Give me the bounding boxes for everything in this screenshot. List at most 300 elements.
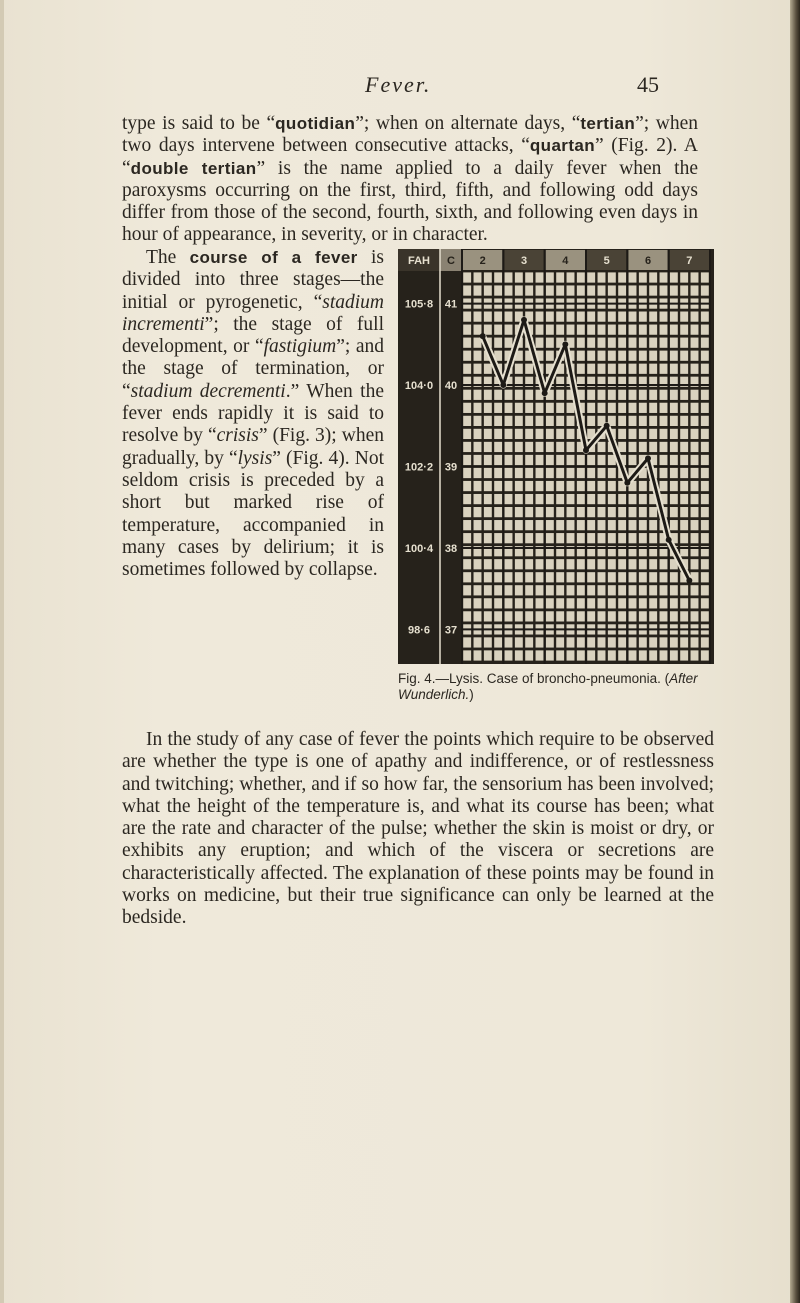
grid-cell <box>629 520 637 530</box>
grid-cell <box>536 481 544 491</box>
grid-cell <box>608 520 616 530</box>
grid-cell <box>608 559 616 569</box>
grid-cell <box>629 598 637 608</box>
grid-cell <box>546 637 554 647</box>
term-tertian: tertian <box>580 114 636 133</box>
grid-cell <box>494 390 502 400</box>
grid-cell <box>587 416 595 426</box>
grid-cell <box>536 416 544 426</box>
grid-cell <box>629 650 637 660</box>
temperature-chart <box>398 249 714 664</box>
grid-cell <box>598 637 606 647</box>
grid-cell <box>494 481 502 491</box>
grid-cell <box>670 507 678 517</box>
grid-cell <box>670 285 678 295</box>
grid-cell <box>474 468 482 478</box>
grid-cell <box>484 416 492 426</box>
celsius-tick-label: 39 <box>444 461 458 474</box>
grid-cell <box>660 611 668 621</box>
grid-cell <box>649 520 657 530</box>
grid-cell <box>515 520 523 530</box>
grid-cell <box>546 507 554 517</box>
grid-cell <box>608 533 616 543</box>
grid-cell <box>608 507 616 517</box>
grid-cell <box>494 637 502 647</box>
temperature-point <box>645 455 651 461</box>
grid-cell <box>505 312 513 322</box>
grid-cell <box>494 650 502 660</box>
grid-cell <box>525 611 533 621</box>
grid-cell <box>639 637 647 647</box>
grid-cell <box>515 455 523 465</box>
grid-cell <box>587 325 595 335</box>
grid-cell <box>525 285 533 295</box>
grid-cell <box>670 481 678 491</box>
grid-cell <box>463 429 471 439</box>
grid-cell <box>463 416 471 426</box>
grid-cell <box>577 351 585 361</box>
grid-cell <box>691 442 699 452</box>
grid-cell <box>505 481 513 491</box>
grid-cell <box>680 455 688 465</box>
grid-cell <box>618 611 626 621</box>
temperature-point <box>562 341 568 347</box>
grid-cell <box>649 416 657 426</box>
grid-cell <box>494 559 502 569</box>
grid-cell <box>691 637 699 647</box>
grid-cell <box>484 390 492 400</box>
grid-cell <box>536 533 544 543</box>
grid-cell <box>670 351 678 361</box>
grid-cell <box>494 533 502 543</box>
grid-cell <box>505 416 513 426</box>
grid-cell <box>525 272 533 282</box>
grid-cell <box>515 285 523 295</box>
grid-cell <box>577 572 585 582</box>
grid-cell <box>577 312 585 322</box>
grid-cell <box>515 272 523 282</box>
grid-cell <box>670 364 678 374</box>
grid-cell <box>474 285 482 295</box>
grid-cell <box>525 533 533 543</box>
grid-cell <box>494 285 502 295</box>
grid-cell <box>598 442 606 452</box>
text-run: is divided into three stages—the initial or pyrogenetic, “ <box>122 247 384 313</box>
grid-cell <box>618 416 626 426</box>
grid-cell <box>525 364 533 374</box>
grid-cell <box>515 442 523 452</box>
day-label: 6 <box>644 255 652 267</box>
grid-cell <box>525 481 533 491</box>
grid-cell <box>691 272 699 282</box>
grid-cell <box>618 285 626 295</box>
grid-cell <box>587 559 595 569</box>
grid-cell <box>515 403 523 413</box>
grid-cell <box>474 312 482 322</box>
grid-cell <box>484 272 492 282</box>
grid-cell <box>691 416 699 426</box>
temperature-chart-svg <box>398 249 714 664</box>
temperature-point <box>666 537 672 543</box>
grid-cell <box>587 312 595 322</box>
grid-cell <box>567 455 575 465</box>
grid-cell <box>639 650 647 660</box>
grid-cell <box>639 481 647 491</box>
grid-cell <box>474 533 482 543</box>
grid-cell <box>649 585 657 595</box>
grid-cell <box>649 507 657 517</box>
grid-cell <box>639 364 647 374</box>
grid-cell <box>598 598 606 608</box>
grid-cell <box>536 507 544 517</box>
grid-cell <box>463 650 471 660</box>
grid-cell <box>649 325 657 335</box>
grid-cell <box>701 403 709 413</box>
grid-cell <box>691 403 699 413</box>
grid-cell <box>505 611 513 621</box>
grid-cell <box>567 494 575 504</box>
grid-cell <box>598 272 606 282</box>
grid-cell <box>691 351 699 361</box>
grid-cell <box>463 455 471 465</box>
grid-cell <box>577 338 585 348</box>
grid-cell <box>494 598 502 608</box>
grid-cell <box>474 455 482 465</box>
grid-cell <box>484 598 492 608</box>
grid-cell <box>701 585 709 595</box>
grid-cell <box>577 285 585 295</box>
grid-cell <box>680 650 688 660</box>
grid-cell <box>629 285 637 295</box>
grid-cell <box>701 507 709 517</box>
grid-cell <box>536 455 544 465</box>
grid-cell <box>701 533 709 543</box>
grid-cell <box>484 572 492 582</box>
grid-cell <box>515 468 523 478</box>
grid-cell <box>670 325 678 335</box>
grid-cell <box>525 390 533 400</box>
day-label: 3 <box>520 255 528 267</box>
grid-cell <box>618 585 626 595</box>
grid-cell <box>660 325 668 335</box>
grid-cell <box>608 637 616 647</box>
grid-cell <box>639 507 647 517</box>
grid-cell <box>494 507 502 517</box>
grid-cell <box>587 650 595 660</box>
grid-cell <box>670 442 678 452</box>
grid-cell <box>536 637 544 647</box>
grid-cell <box>660 351 668 361</box>
grid-cell <box>639 572 647 582</box>
grid-cell <box>587 507 595 517</box>
grid-cell <box>670 598 678 608</box>
grid-cell <box>474 650 482 660</box>
grid-cell <box>577 585 585 595</box>
grid-cell <box>598 351 606 361</box>
grid-cell <box>598 403 606 413</box>
grid-cell <box>577 272 585 282</box>
grid-cell <box>608 650 616 660</box>
grid-cell <box>618 403 626 413</box>
page-right-edge <box>790 0 800 1303</box>
grid-cell <box>660 442 668 452</box>
grid-cell <box>680 442 688 452</box>
grid-cell <box>463 468 471 478</box>
grid-cell <box>525 520 533 530</box>
axis-label-celsius: C <box>447 255 455 267</box>
term-crisis: crisis <box>216 425 259 447</box>
grid-cell <box>546 312 554 322</box>
grid-cell <box>494 416 502 426</box>
grid-cell <box>629 442 637 452</box>
grid-cell <box>556 455 564 465</box>
grid-cell <box>649 650 657 660</box>
grid-cell <box>639 390 647 400</box>
grid-cell <box>567 559 575 569</box>
grid-cell <box>691 285 699 295</box>
grid-cell <box>629 312 637 322</box>
grid-cell <box>691 364 699 374</box>
grid-cell <box>494 403 502 413</box>
grid-cell <box>629 533 637 543</box>
grid-cell <box>484 481 492 491</box>
grid-cell <box>691 390 699 400</box>
grid-cell <box>701 272 709 282</box>
grid-cell <box>598 507 606 517</box>
grid-cell <box>680 403 688 413</box>
temperature-point <box>624 480 630 486</box>
grid-cell <box>608 468 616 478</box>
grid-cell <box>608 285 616 295</box>
grid-cell <box>494 325 502 335</box>
grid-cell <box>618 390 626 400</box>
grid-cell <box>546 572 554 582</box>
grid-cell <box>660 468 668 478</box>
grid-cell <box>474 403 482 413</box>
grid-cell <box>474 481 482 491</box>
grid-cell <box>680 468 688 478</box>
grid-cell <box>536 442 544 452</box>
grid-cell <box>629 338 637 348</box>
grid-cell <box>598 325 606 335</box>
grid-cell <box>608 611 616 621</box>
grid-cell <box>618 364 626 374</box>
grid-cell <box>556 403 564 413</box>
grid-cell <box>556 312 564 322</box>
figure-caption <box>398 671 714 703</box>
grid-cell <box>515 533 523 543</box>
grid-cell <box>556 520 564 530</box>
grid-cell <box>536 338 544 348</box>
grid-cell <box>670 585 678 595</box>
grid-cell <box>567 468 575 478</box>
grid-cell <box>649 611 657 621</box>
grid-cell <box>701 429 709 439</box>
temperature-point <box>604 423 610 429</box>
grid-cell <box>587 364 595 374</box>
grid-cell <box>536 272 544 282</box>
grid-cell <box>546 559 554 569</box>
paragraph-fever-types <box>122 113 698 247</box>
grid-cell <box>515 572 523 582</box>
grid-cell <box>680 507 688 517</box>
text-run: The <box>146 247 190 268</box>
temperature-point <box>686 578 692 584</box>
term-lysis: lysis <box>237 447 273 469</box>
grid-cell <box>670 494 678 504</box>
grid-cell <box>474 520 482 530</box>
grid-cell <box>567 585 575 595</box>
grid-cell <box>505 455 513 465</box>
grid-cell <box>546 351 554 361</box>
grid-cell <box>484 468 492 478</box>
grid-cell <box>505 338 513 348</box>
page-number: 45 <box>637 72 659 97</box>
grid-cell <box>587 598 595 608</box>
grid-cell <box>598 390 606 400</box>
grid-cell <box>536 325 544 335</box>
grid-cell <box>515 429 523 439</box>
grid-cell <box>618 494 626 504</box>
main-column <box>122 247 714 930</box>
grid-cell <box>701 416 709 426</box>
grid-cell <box>494 611 502 621</box>
grid-cell <box>505 468 513 478</box>
grid-cell <box>494 520 502 530</box>
grid-cell <box>629 494 637 504</box>
grid-cell <box>494 312 502 322</box>
grid-cell <box>639 285 647 295</box>
grid-cell <box>525 507 533 517</box>
grid-cell <box>505 272 513 282</box>
grid-cell <box>639 325 647 335</box>
grid-cell <box>484 285 492 295</box>
grid-cell <box>691 598 699 608</box>
grid-cell <box>608 325 616 335</box>
grid-cell <box>567 650 575 660</box>
grid-cell <box>701 598 709 608</box>
grid-cell <box>525 455 533 465</box>
grid-cell <box>484 455 492 465</box>
grid-cell <box>701 338 709 348</box>
grid-cell <box>598 533 606 543</box>
grid-cell <box>577 481 585 491</box>
grid-cell <box>556 272 564 282</box>
grid-cell <box>691 533 699 543</box>
grid-cell <box>670 312 678 322</box>
grid-cell <box>556 598 564 608</box>
grid-cell <box>484 312 492 322</box>
grid-cell <box>484 533 492 543</box>
grid-cell <box>587 637 595 647</box>
grid-cell <box>618 598 626 608</box>
grid-cell <box>546 533 554 543</box>
grid-cell <box>639 611 647 621</box>
grid-cell <box>618 559 626 569</box>
grid-cell <box>474 559 482 569</box>
grid-cell <box>608 481 616 491</box>
grid-cell <box>598 364 606 374</box>
grid-cell <box>494 455 502 465</box>
grid-cell <box>629 507 637 517</box>
grid-cell <box>525 559 533 569</box>
grid-cell <box>505 572 513 582</box>
grid-cell <box>701 312 709 322</box>
grid-cell <box>505 650 513 660</box>
grid-cell <box>577 611 585 621</box>
grid-cell <box>680 285 688 295</box>
grid-cell <box>515 559 523 569</box>
grid-cell <box>701 455 709 465</box>
grid-cell <box>660 650 668 660</box>
grid-cell <box>494 494 502 504</box>
grid-cell <box>484 585 492 595</box>
grid-cell <box>484 494 492 504</box>
grid-cell <box>484 429 492 439</box>
grid-cell <box>660 429 668 439</box>
grid-cell <box>691 520 699 530</box>
grid-cell <box>484 520 492 530</box>
text-run: ” is the name applied to a daily fever when the paroxysms occurring on the first, third, fifth, and following odd days differ from those of the second, fourth, sixth, and following even days in hour of appearance, in severity, or in character. <box>122 157 699 246</box>
grid-cell <box>660 585 668 595</box>
grid-cell <box>618 312 626 322</box>
grid-cell <box>556 585 564 595</box>
grid-cell <box>629 364 637 374</box>
grid-cell <box>598 481 606 491</box>
grid-cell <box>525 416 533 426</box>
grid-cell <box>474 442 482 452</box>
grid-cell <box>587 611 595 621</box>
grid-cell <box>587 481 595 491</box>
grid-cell <box>587 533 595 543</box>
grid-cell <box>629 559 637 569</box>
grid-cell <box>577 637 585 647</box>
celsius-tick-label: 41 <box>444 298 458 311</box>
grid-cell <box>515 390 523 400</box>
grid-cell <box>660 390 668 400</box>
text-run: ”; when on alternate days, “ <box>355 113 581 134</box>
grid-cell <box>525 572 533 582</box>
grid-cell <box>546 338 554 348</box>
grid-cell <box>598 455 606 465</box>
grid-cell <box>515 611 523 621</box>
grid-cell <box>608 364 616 374</box>
grid-cell <box>463 338 471 348</box>
grid-cell <box>587 285 595 295</box>
grid-cell <box>587 351 595 361</box>
grid-cell <box>701 572 709 582</box>
grid-cell <box>639 403 647 413</box>
grid-cell <box>577 520 585 530</box>
grid-cell <box>629 351 637 361</box>
grid-cell <box>515 598 523 608</box>
grid-cell <box>639 312 647 322</box>
grid-cell <box>505 533 513 543</box>
grid-cell <box>484 650 492 660</box>
fahrenheit-tick-label: 102·2 <box>404 461 434 474</box>
grid-cell <box>505 559 513 569</box>
grid-cell <box>680 481 688 491</box>
temperature-point <box>542 390 548 396</box>
grid-cell <box>463 494 471 504</box>
grid-cell <box>463 442 471 452</box>
grid-cell <box>525 468 533 478</box>
grid-cell <box>608 585 616 595</box>
grid-cell <box>484 325 492 335</box>
grid-cell <box>670 403 678 413</box>
grid-cell <box>536 572 544 582</box>
grid-cell <box>505 507 513 517</box>
